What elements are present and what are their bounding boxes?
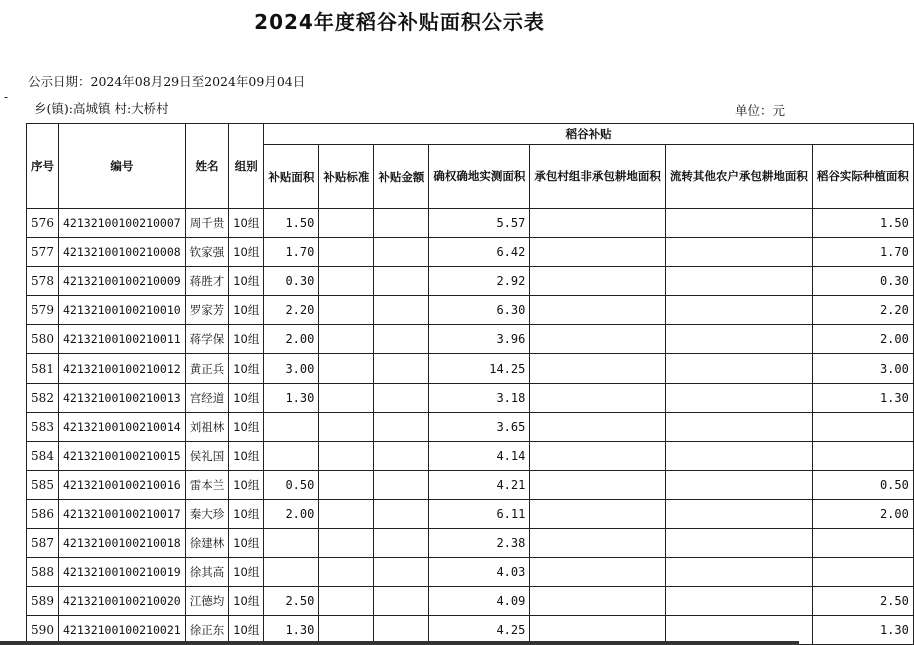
cell-subsidy-area xyxy=(264,558,319,587)
cell-subsidy-area xyxy=(264,529,319,558)
cell-code: 42132100100210015 xyxy=(59,441,186,470)
cell-group: 10组 xyxy=(229,470,264,499)
cell-subsidy-standard xyxy=(319,412,374,441)
cell-surveyed-area: 6.42 xyxy=(429,238,530,267)
cell-transferred-area xyxy=(665,412,812,441)
cell-planted-area xyxy=(812,412,913,441)
cell-name: 钦家强 xyxy=(185,238,229,267)
cell-surveyed-area: 14.25 xyxy=(429,354,530,383)
table-row xyxy=(27,558,914,587)
cell-code: 42132100100210017 xyxy=(59,499,186,528)
cell-subsidy-area: 2.00 xyxy=(264,325,319,354)
header-planted-area: 稻谷实际种植面积 xyxy=(812,145,913,209)
cell-contracted-area xyxy=(530,412,666,441)
cell-subsidy-standard xyxy=(319,238,374,267)
cell-name: 宫经道 xyxy=(185,383,229,412)
cell-transferred-area xyxy=(665,267,812,296)
cell-name: 蒋学保 xyxy=(185,325,229,354)
cell-planted-area xyxy=(812,441,913,470)
cell-contracted-area xyxy=(530,267,666,296)
page-edge xyxy=(0,641,799,645)
table-row xyxy=(27,470,914,499)
table-row xyxy=(27,412,914,441)
header-name: 姓名 xyxy=(185,124,229,209)
cell-transferred-area xyxy=(665,529,812,558)
cell-contracted-area xyxy=(530,209,666,238)
table-row xyxy=(27,267,914,296)
cell-seq: 579 xyxy=(27,296,59,325)
cell-subsidy-amount xyxy=(374,441,429,470)
cell-seq: 586 xyxy=(27,499,59,528)
cell-planted-area: 1.30 xyxy=(812,383,913,412)
cell-name: 周千贵 xyxy=(185,209,229,238)
cell-subsidy-standard xyxy=(319,383,374,412)
cell-group: 10组 xyxy=(229,616,264,645)
cell-seq: 584 xyxy=(27,441,59,470)
cell-transferred-area xyxy=(665,296,812,325)
cell-contracted-area xyxy=(530,587,666,616)
cell-subsidy-amount xyxy=(374,529,429,558)
cell-subsidy-amount xyxy=(374,354,429,383)
cell-code: 42132100100210011 xyxy=(59,325,186,354)
cell-subsidy-standard xyxy=(319,354,374,383)
cell-name: 秦大珍 xyxy=(185,499,229,528)
cell-name: 罗家芳 xyxy=(185,296,229,325)
table-row xyxy=(27,209,914,238)
cell-planted-area: 2.20 xyxy=(812,296,913,325)
cell-planted-area: 0.30 xyxy=(812,267,913,296)
cell-name: 黄正兵 xyxy=(185,354,229,383)
table-row xyxy=(27,325,914,354)
publication-date: 公示日期：2024年08月29日至2024年09月04日 xyxy=(28,74,306,89)
cell-group: 10组 xyxy=(229,354,264,383)
cell-code: 42132100100210010 xyxy=(59,296,186,325)
cell-surveyed-area: 4.21 xyxy=(429,470,530,499)
table-row xyxy=(27,383,914,412)
cell-name: 徐正东 xyxy=(185,616,229,645)
cell-seq: 588 xyxy=(27,558,59,587)
cell-subsidy-amount xyxy=(374,209,429,238)
cell-surveyed-area: 6.30 xyxy=(429,296,530,325)
cell-contracted-area xyxy=(530,558,666,587)
cell-subsidy-amount xyxy=(374,499,429,528)
cell-name: 徐其高 xyxy=(185,558,229,587)
header-subsidy-amount: 补贴金额 xyxy=(374,145,429,209)
region-label: 乡(镇):高城镇 村:大桥村 xyxy=(34,101,169,116)
cell-subsidy-amount xyxy=(374,558,429,587)
cell-subsidy-area xyxy=(264,412,319,441)
cell-subsidy-area: 3.00 xyxy=(264,354,319,383)
header-surveyed-area: 确权确地实测面积 xyxy=(429,145,530,209)
page-title: 2024年度稻谷补贴面积公示表 xyxy=(254,10,545,34)
cell-seq: 577 xyxy=(27,238,59,267)
cell-contracted-area xyxy=(530,238,666,267)
cell-code: 42132100100210016 xyxy=(59,470,186,499)
cell-subsidy-standard xyxy=(319,587,374,616)
cell-seq: 589 xyxy=(27,587,59,616)
header-rice-subsidy: 稻谷补贴 xyxy=(264,124,914,145)
cell-planted-area: 1.30 xyxy=(812,616,913,645)
cell-group: 10组 xyxy=(229,441,264,470)
cell-name: 蒋胜才 xyxy=(185,267,229,296)
cell-subsidy-area: 1.30 xyxy=(264,383,319,412)
table-row xyxy=(27,296,914,325)
cell-name: 侯礼国 xyxy=(185,441,229,470)
cell-name: 徐建林 xyxy=(185,529,229,558)
cell-subsidy-amount xyxy=(374,470,429,499)
cell-group: 10组 xyxy=(229,267,264,296)
cell-code: 42132100100210021 xyxy=(59,616,186,645)
table-row xyxy=(27,529,914,558)
cell-name: 江德均 xyxy=(185,587,229,616)
cell-subsidy-amount xyxy=(374,412,429,441)
unit-label: 单位：元 xyxy=(734,103,785,118)
cell-subsidy-amount xyxy=(374,325,429,354)
cell-transferred-area xyxy=(665,354,812,383)
cell-surveyed-area: 4.25 xyxy=(429,616,530,645)
cell-transferred-area xyxy=(665,587,812,616)
cell-subsidy-area: 1.50 xyxy=(264,209,319,238)
cell-subsidy-area: 2.50 xyxy=(264,587,319,616)
cell-surveyed-area: 3.96 xyxy=(429,325,530,354)
cell-seq: 580 xyxy=(27,325,59,354)
cell-planted-area: 2.50 xyxy=(812,587,913,616)
table-row xyxy=(27,354,914,383)
header-code: 编号 xyxy=(59,124,186,209)
cell-subsidy-standard xyxy=(319,267,374,296)
cell-group: 10组 xyxy=(229,558,264,587)
table-row xyxy=(27,238,914,267)
cell-transferred-area xyxy=(665,470,812,499)
cell-subsidy-area: 2.20 xyxy=(264,296,319,325)
table-row xyxy=(27,441,914,470)
cell-planted-area: 2.00 xyxy=(812,499,913,528)
cell-seq: 590 xyxy=(27,616,59,645)
cell-transferred-area xyxy=(665,209,812,238)
cell-subsidy-standard xyxy=(319,325,374,354)
cell-planted-area: 3.00 xyxy=(812,354,913,383)
cell-subsidy-standard xyxy=(319,558,374,587)
header-contracted-area: 承包村组非承包耕地面积 xyxy=(530,145,666,209)
cell-group: 10组 xyxy=(229,325,264,354)
cell-code: 42132100100210012 xyxy=(59,354,186,383)
cell-subsidy-standard xyxy=(319,296,374,325)
cell-subsidy-amount xyxy=(374,267,429,296)
cell-planted-area: 1.70 xyxy=(812,238,913,267)
cell-subsidy-area: 2.00 xyxy=(264,499,319,528)
cell-code: 42132100100210007 xyxy=(59,209,186,238)
cell-subsidy-standard xyxy=(319,529,374,558)
cell-planted-area xyxy=(812,558,913,587)
cell-contracted-area xyxy=(530,529,666,558)
cell-seq: 578 xyxy=(27,267,59,296)
cell-contracted-area xyxy=(530,470,666,499)
cell-code: 42132100100210013 xyxy=(59,383,186,412)
cell-seq: 582 xyxy=(27,383,59,412)
cell-planted-area: 1.50 xyxy=(812,209,913,238)
cell-planted-area: 0.50 xyxy=(812,470,913,499)
cell-contracted-area xyxy=(530,354,666,383)
cell-name: 雷本兰 xyxy=(185,470,229,499)
cell-seq: 576 xyxy=(27,209,59,238)
header-transferred-area: 流转其他农户承包耕地面积 xyxy=(665,145,812,209)
cell-code: 42132100100210014 xyxy=(59,412,186,441)
cell-group: 10组 xyxy=(229,587,264,616)
cell-code: 42132100100210019 xyxy=(59,558,186,587)
header-seq: 序号 xyxy=(27,124,59,209)
cell-surveyed-area: 2.92 xyxy=(429,267,530,296)
cell-subsidy-standard xyxy=(319,499,374,528)
table-row xyxy=(27,499,914,528)
cell-surveyed-area: 5.57 xyxy=(429,209,530,238)
cell-subsidy-area: 1.70 xyxy=(264,238,319,267)
cell-planted-area: 2.00 xyxy=(812,325,913,354)
cell-surveyed-area: 4.14 xyxy=(429,441,530,470)
cell-contracted-area xyxy=(530,441,666,470)
cell-surveyed-area: 3.18 xyxy=(429,383,530,412)
subsidy-table xyxy=(26,123,914,645)
table-body xyxy=(27,209,914,645)
cell-group: 10组 xyxy=(229,529,264,558)
cell-name: 刘祖林 xyxy=(185,412,229,441)
cell-group: 10组 xyxy=(229,296,264,325)
cell-seq: 585 xyxy=(27,470,59,499)
cell-subsidy-area xyxy=(264,441,319,470)
margin-mark: - xyxy=(4,90,9,104)
cell-code: 42132100100210009 xyxy=(59,267,186,296)
cell-transferred-area xyxy=(665,558,812,587)
cell-group: 10组 xyxy=(229,499,264,528)
cell-code: 42132100100210008 xyxy=(59,238,186,267)
header-subsidy-standard: 补贴标准 xyxy=(319,145,374,209)
cell-code: 42132100100210018 xyxy=(59,529,186,558)
cell-contracted-area xyxy=(530,325,666,354)
cell-transferred-area xyxy=(665,441,812,470)
cell-group: 10组 xyxy=(229,412,264,441)
cell-subsidy-standard xyxy=(319,441,374,470)
cell-group: 10组 xyxy=(229,209,264,238)
cell-transferred-area xyxy=(665,383,812,412)
table-row xyxy=(27,587,914,616)
cell-seq: 583 xyxy=(27,412,59,441)
cell-group: 10组 xyxy=(229,383,264,412)
cell-subsidy-standard xyxy=(319,209,374,238)
cell-contracted-area xyxy=(530,383,666,412)
cell-subsidy-area: 1.30 xyxy=(264,616,319,645)
cell-planted-area xyxy=(812,529,913,558)
cell-surveyed-area: 6.11 xyxy=(429,499,530,528)
cell-group: 10组 xyxy=(229,238,264,267)
cell-subsidy-amount xyxy=(374,587,429,616)
cell-seq: 587 xyxy=(27,529,59,558)
cell-subsidy-amount xyxy=(374,383,429,412)
cell-contracted-area xyxy=(530,499,666,528)
cell-subsidy-amount xyxy=(374,296,429,325)
cell-surveyed-area: 4.03 xyxy=(429,558,530,587)
header-group: 组别 xyxy=(229,124,264,209)
cell-transferred-area xyxy=(665,238,812,267)
cell-subsidy-area: 0.50 xyxy=(264,470,319,499)
cell-code: 42132100100210020 xyxy=(59,587,186,616)
cell-subsidy-area: 0.30 xyxy=(264,267,319,296)
header-subsidy-area: 补贴面积 xyxy=(264,145,319,209)
cell-transferred-area xyxy=(665,325,812,354)
cell-subsidy-standard xyxy=(319,470,374,499)
cell-transferred-area xyxy=(665,499,812,528)
cell-surveyed-area: 2.38 xyxy=(429,529,530,558)
cell-surveyed-area: 4.09 xyxy=(429,587,530,616)
cell-contracted-area xyxy=(530,296,666,325)
cell-subsidy-amount xyxy=(374,238,429,267)
cell-seq: 581 xyxy=(27,354,59,383)
cell-surveyed-area: 3.65 xyxy=(429,412,530,441)
